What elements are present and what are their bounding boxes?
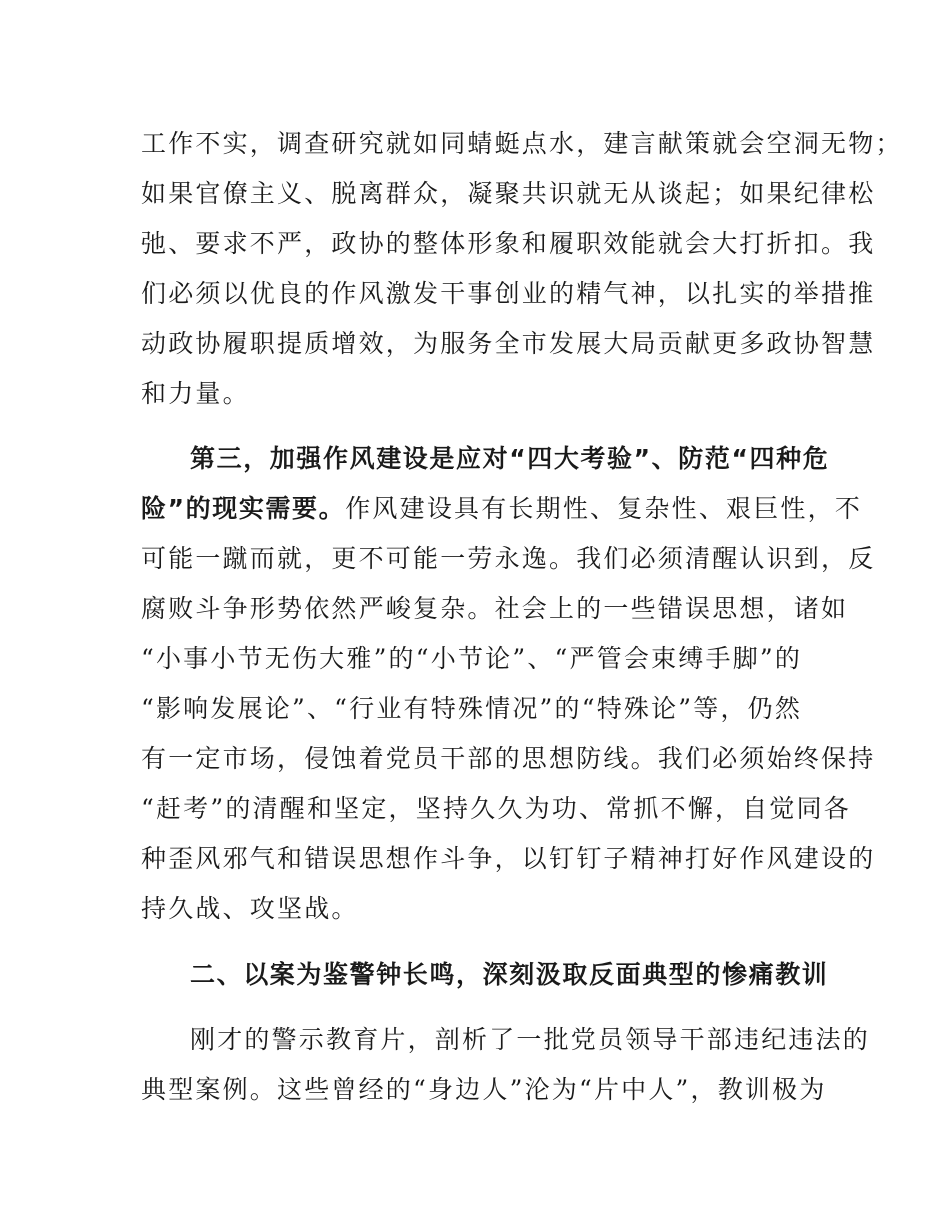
paragraph-2-line-4: 腐败斗争形势依然严峻复杂。社会上的一些错误思想，诸如 (141, 594, 849, 623)
paragraph-1-line-4: 们必须以优良的作风激发干事创业的精气神，以扎实的举措推 (141, 279, 876, 308)
paragraph-1-line-6: 和力量。 (141, 379, 250, 408)
paragraph-2-line-6: “影响发展论”、“行业有特殊情况”的“特殊论”等，仍然 (141, 694, 803, 723)
paragraph-2-heading-line-1: 第三，加强作风建设是应对“四大考验”、防范“四种危 (190, 444, 830, 473)
paragraph-2-heading-line-2: 险”的现实需要。 (141, 494, 346, 523)
section-heading: 二、以案为鉴警钟长鸣，深刻汲取反面典型的惨痛教训 (190, 960, 829, 989)
paragraph-3-line-1: 刚才的警示教育片，剖析了一批党员领导干部违纪违法的 (190, 1025, 871, 1054)
paragraph-1-line-5: 动政协履职提质增效，为服务全市发展大局贡献更多政协智慧 (141, 329, 876, 358)
paragraph-3-line-2: 典型案例。这些曾经的“身边人”沦为“片中人”，教训极为 (141, 1075, 827, 1104)
paragraph-1-line-2: 如果官僚主义、脱离群众，凝聚共识就无从谈起；如果纪律松 (141, 179, 876, 208)
paragraph-2-line-10: 持久战、攻坚战。 (141, 894, 359, 923)
paragraph-2-line-8: “赶考”的清醒和坚定，坚持久久为功、常抓不懈，自觉同各 (141, 794, 851, 823)
paragraph-2-line-5: “小事小节无伤大雅”的“小节论”、“严管会束缚手脚”的 (141, 644, 803, 673)
paragraph-2-line-9: 种歪风邪气和错误思想作斗争，以钉钉子精神打好作风建设的 (141, 844, 876, 873)
paragraph-2-line-3: 可能一蹴而就，更不可能一劳永逸。我们必须清醒认识到，反 (141, 544, 876, 573)
paragraph-2-line-2-rest: 作风建设具有长期性、复杂性、艰巨性，不 (345, 494, 863, 523)
paragraph-2-line-7: 有一定市场，侵蚀着党员干部的思想防线。我们必须始终保持 (141, 744, 876, 773)
paragraph-1-line-3: 弛、要求不严，政协的整体形象和履职效能就会大打折扣。我 (141, 229, 876, 258)
paragraph-2-line-2 (141, 492, 863, 526)
paragraph-1-line-1: 工作不实，调查研究就如同蜻蜓点水，建言献策就会空洞无物； (141, 129, 903, 158)
